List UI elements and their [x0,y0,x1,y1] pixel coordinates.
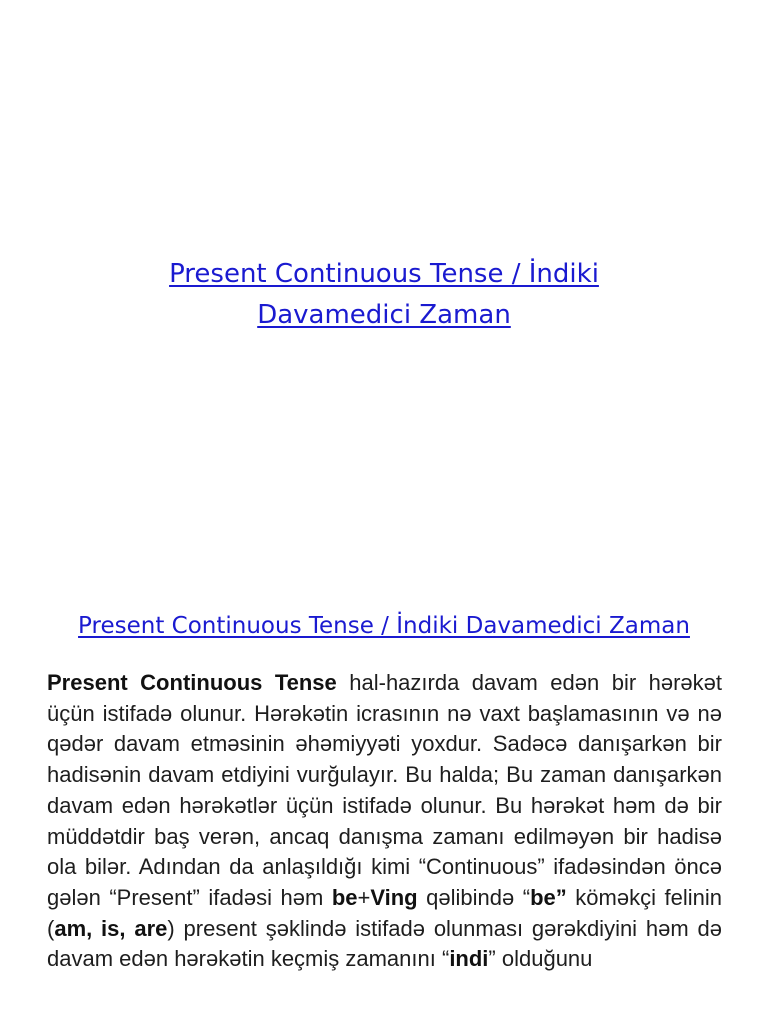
page-title [60,254,708,336]
term-present-continuous: Present Continuous Tense [47,670,337,695]
term-be: be [331,884,358,910]
section-heading [20,610,748,642]
plus-sign: + [357,884,371,910]
term-ving: Ving [370,884,418,910]
paragraph-text-3: köməkçi felinin ( [47,884,723,941]
section-heading-link[interactable]: Present Continuous Tense / İndiki Davamedici Zaman [78,613,690,639]
body-paragraph [47,668,722,975]
term-forms: am, is, are [54,915,168,941]
paragraph-text-5: ” olduğunu [488,946,593,972]
paragraph-text-1: hal-hazırda davam edən bir hərəkət üçün istifadə olunur. Hərəkətin icrasının nə vaxt başlamasının və nə qədər davam etməsinin əhəmiyyəti yoxdur. Sadəcə danışarkən bir hadisənin davam etdiyini vurğulayır. Bu halda; Bu zaman danışarkən davam edən hərəkətlər üçün istifadə olunur. Bu hərəkət həm də bir müddətdir baş verən, ancaq danışma zamanı edilməyən bir hadisə ola bilər. Adından da anlaşıldığı kimi “Continuous” ifadəsindən öncə gələn “Present” ifadəsi həm [47,670,723,910]
title-line-1: Present Continuous Tense / İndiki [169,259,599,289]
paragraph-text-4: ) present şəklində istifadə olunması gərəkdiyini həm də davam edən hərəkətin keçmiş zamanını “ [47,915,722,972]
title-line-2: Davamedici Zaman [257,300,511,330]
term-be-quoted: be” [530,884,567,910]
term-indi: indi [449,946,489,972]
paragraph-text-2: qəlibində “ [417,884,531,910]
title-link[interactable] [169,259,599,330]
